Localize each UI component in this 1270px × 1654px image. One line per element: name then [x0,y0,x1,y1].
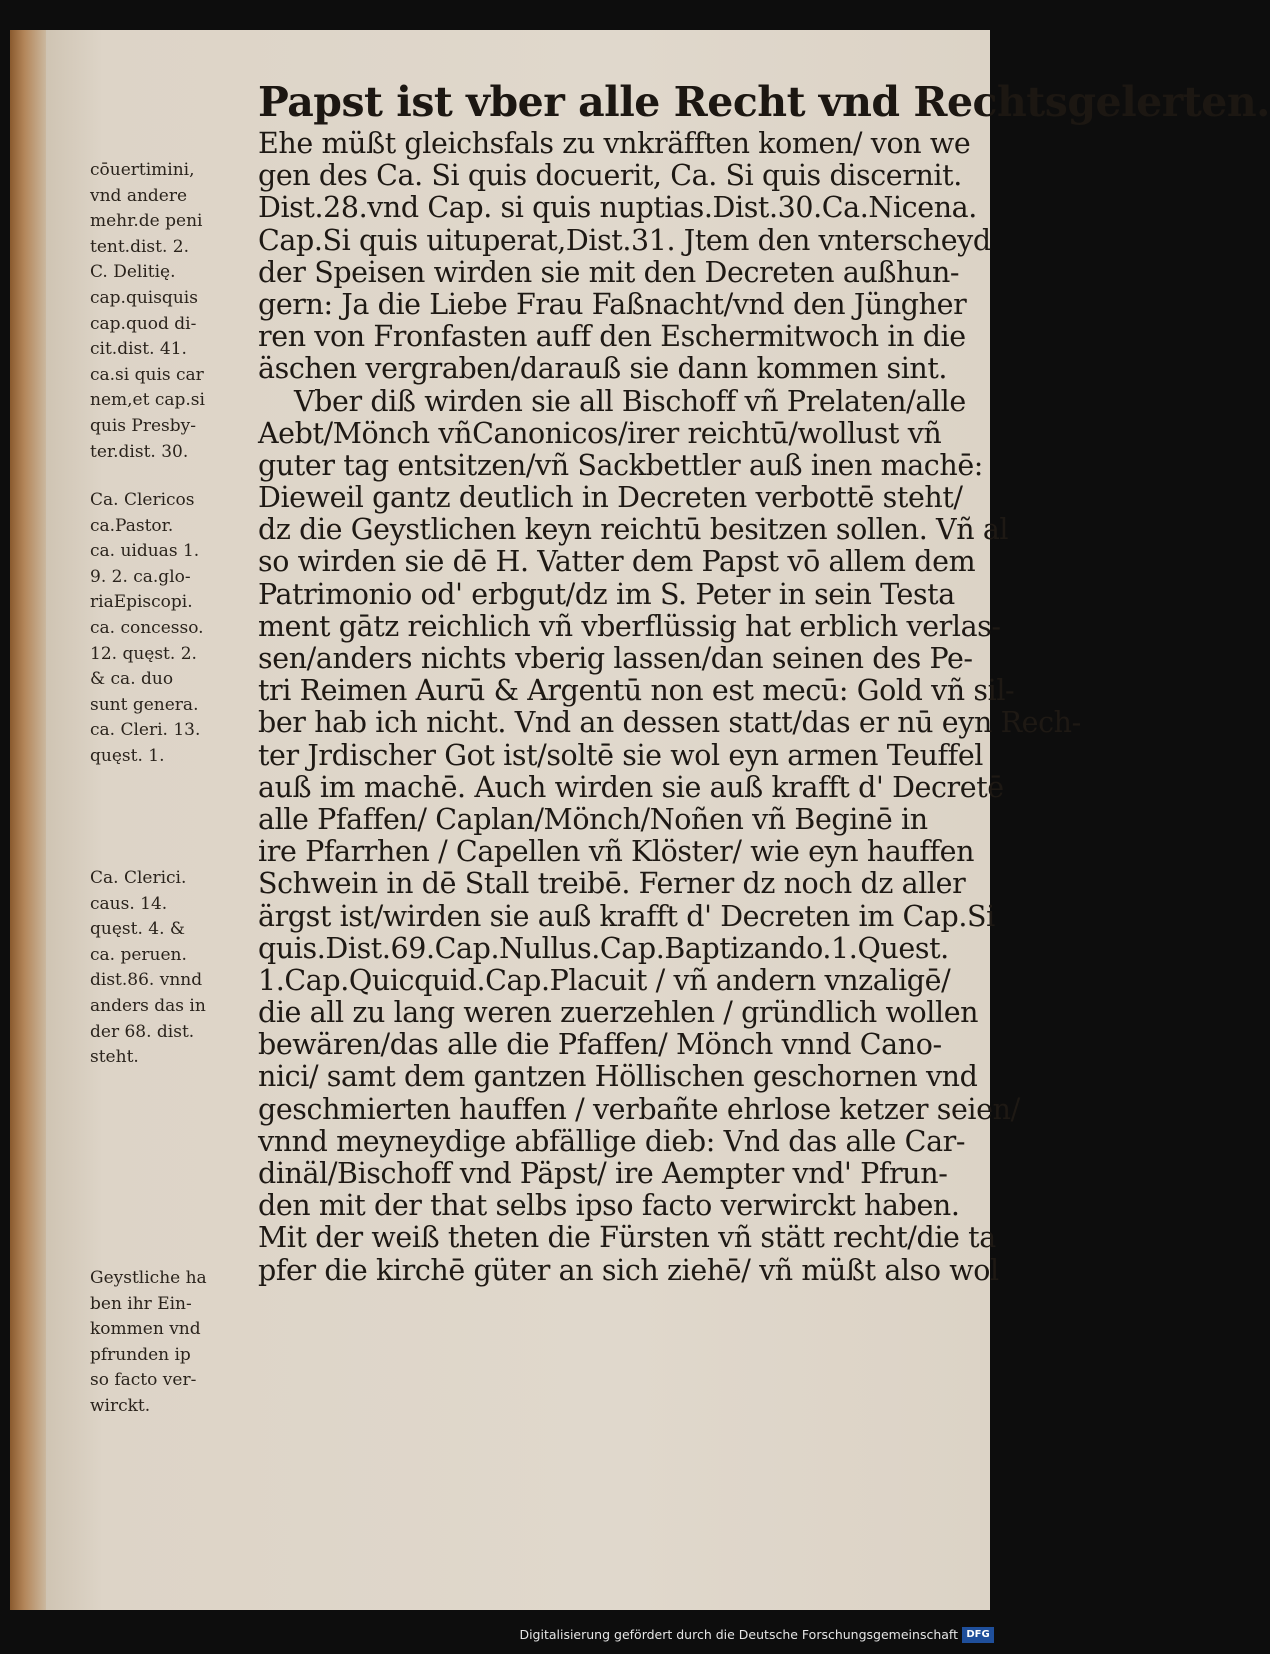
text-line: dz die Geystlichen keyn reichtū besitzen sollen. Vñ al [258,513,1009,547]
text-line: Patrimonio od' erbgut/dz im S. Peter in sein Testa [258,577,955,611]
text-line: alle Pfaffen/ Caplan/Mönch/Noñen vñ Beginē in [258,802,928,836]
dfg-logo-icon: DFG [962,1627,994,1643]
text-line: äschen vergraben/darauß sie dann kommen sint. [258,352,948,386]
margin-note-line: anders das in [90,995,206,1016]
text-line: ment gātz reichlich vñ vberflüssig hat erblich verlas- [258,609,1001,643]
margin-note-2 [90,488,250,770]
text-line: den mit der that selbs ipso facto verwirckt haben. [258,1189,960,1223]
text-line: geschmierten hauffen / verbañte ehrlose ketzer seien/ [258,1092,1020,1126]
running-head: Papst ist vber alle Recht vnd Rechtsgelerten. [258,78,1270,126]
margin-note-line: ca. concesso. [90,617,204,638]
margin-note-line: C. Delitię. [90,262,176,283]
margin-note-line: cōuertimini, [90,160,195,180]
margin-note-line: der 68. dist. [90,1021,195,1042]
text-line: gen des Ca. Si quis docuerit, Ca. Si quis discernit. [258,159,962,193]
text-line: guter tag entsitzen/vñ Sackbettler auß inen machē: [258,448,983,482]
margin-note-line: ca.Pastor. [90,515,174,536]
margin-note-line: sunt genera. [90,694,199,715]
margin-note-line: & ca. duo [90,669,174,690]
text-line: Ehe müßt gleichsfals zu vnkräfften komen/ von we [258,127,971,160]
margin-note-line: 9. 2. ca.glo- [90,566,191,587]
text-line: gern: Ja die Liebe Frau Faßnacht/vnd den Jüngher [258,287,967,321]
text-line: ärgst ist/wirden sie auß krafft d' Decreten im Cap.Si [258,899,995,933]
text-line: tri Reimen Aurū & Argentū non est mecū: Gold vñ sil- [258,674,1015,708]
margin-note-line: tent.dist. 2. [90,236,189,257]
margin-note-line: ter.dist. 30. [90,441,189,462]
text-line: quis.Dist.69.Cap.Nullus.Cap.Baptizando.1.Quest. [258,931,949,965]
text-line: nici/ samt dem gantzen Höllischen geschornen vnd [258,1060,978,1094]
text-line: vnnd meyneydige abfällige dieb: Vnd das alle Car- [258,1124,966,1158]
margin-note-4 [90,1266,250,1420]
text-line: Mit der weiß theten die Fürsten vñ stätt recht/die ta [258,1221,996,1255]
margin-note-line: kommen vnd [90,1319,201,1340]
text-line: sen/anders nichts vberig lassen/dan seinen des Pe- [258,642,973,675]
margin-note-line: vnd andere [90,185,188,206]
text-line: Cap.Si quis uituperat,Dist.31. Jtem den vnterscheyd [258,223,991,257]
body-text [258,127,1081,1287]
text-line: 1.Cap.Quicquid.Cap.Placuit / vñ andern vnzaligē/ [258,963,951,997]
text-line: Vber diß wirden sie all Bischoff vñ Prelaten/alle [294,384,966,418]
margin-note-line: quis Presby- [90,415,196,436]
footer-bar [0,1618,1000,1654]
margin-note-line: cap.quod di- [90,313,197,334]
margin-note-line: cap.quisquis [90,287,198,308]
text-line: ter Jrdischer Got ist/soltē sie wol eyn armen Teuffel [258,738,984,772]
margin-note-line: mehr.de peni [90,211,203,232]
text-line: ren von Fronfasten auff den Eschermitwoch in die [258,320,966,354]
margin-note-line: steht. [90,1047,139,1068]
margin-note-line: so facto ver- [90,1370,197,1391]
margin-note-1 [90,158,250,465]
margin-note-line: Ca. Clericos [90,490,195,510]
text-line: die all zu lang weren zuerzehlen / gründlich wollen [258,996,979,1030]
margin-note-line: quęst. 1. [90,745,165,766]
text-line: auß im machē. Auch wirden sie auß krafft d' Decretē [258,770,1004,804]
margin-note-line: riaEpiscopi. [90,592,193,613]
text-line: bewären/das alle die Pfaffen/ Mönch vnnd Cano- [258,1028,942,1062]
book-page [10,30,1270,1610]
margin-note-line: cit.dist. 41. [90,339,187,360]
margin-note-line: ca.si quis car [90,364,204,385]
text-line: Dieweil gantz deutlich in Decreten verbottē steht/ [258,481,963,515]
margin-note-line: ca. Cleri. 13. [90,720,201,741]
margin-note-line: caus. 14. [90,893,168,914]
margin-note-line: Ca. Clerici. [90,868,187,888]
text-line: dinäl/Bischoff vnd Päpst/ ire Aempter vnd' Pfrun- [258,1157,948,1190]
margin-note-line: quęst. 4. & [90,919,186,940]
book-spine-edge [10,30,46,1610]
text-line: Dist.28.vnd Cap. si quis nuptias.Dist.30.Ca.Nicena. [258,191,977,225]
margin-note-line: ben ihr Ein- [90,1293,192,1314]
margin-note-line: 12. quęst. 2. [90,643,197,664]
margin-note-line: dist.86. vnnd [90,970,203,991]
margin-note-3 [90,866,250,1071]
text-line: ire Pfarrhen / Capellen vñ Klöster/ wie eyn hauffen [258,835,975,869]
footer-credit: Digitalisierung gefördert durch die Deutsche Forschungsgemeinschaft [519,1627,958,1642]
margin-note-line: pfrunden ip [90,1344,191,1365]
text-line: pfer die kirchē güter an sich ziehē/ vñ müßt also wol [258,1253,999,1287]
text-line: der Speisen wirden sie mit den Decreten außhun- [258,255,960,289]
margin-note-line: nem,et cap.si [90,390,205,411]
margin-note-line: ca. peruen. [90,944,187,965]
margin-note-line: Geystliche ha [90,1268,207,1288]
text-line: so wirden sie dē H. Vatter dem Papst vō allem dem [258,545,976,579]
margin-note-line: wirckt. [90,1395,151,1416]
text-line: ber hab ich nicht. Vnd an dessen statt/das er nū eyn Rech- [258,706,1081,740]
margin-note-line: ca. uiduas 1. [90,541,200,562]
text-line: Schwein in dē Stall treibē. Ferner dz noch dz aller [258,867,966,901]
text-line: Aebt/Mönch vñCanonicos/irer reichtū/wollust vñ [258,416,942,450]
